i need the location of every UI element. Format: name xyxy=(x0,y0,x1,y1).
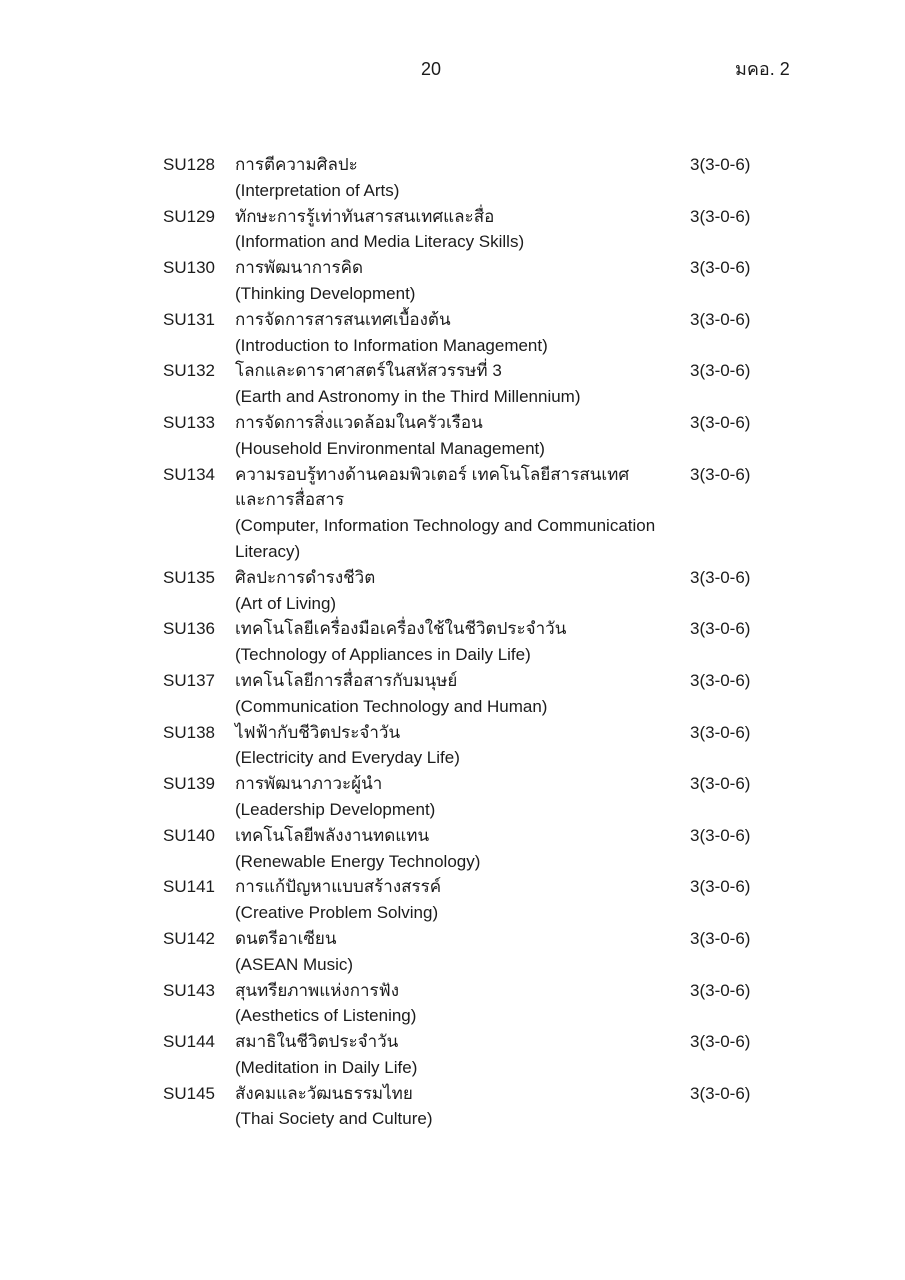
course-row xyxy=(163,874,788,926)
course-credits: 3(3-0-6) xyxy=(690,1083,751,1103)
course-code: SU141 xyxy=(163,877,215,897)
course-credits: 3(3-0-6) xyxy=(690,155,751,174)
course-english-line: (Computer, Information Technology and Communication xyxy=(235,516,656,536)
course-code: SU145 xyxy=(163,1083,215,1103)
course-title-line: สมาธิในชีวิตประจำวัน xyxy=(235,1032,399,1052)
course-title-block xyxy=(235,720,690,772)
course-code: SU131 xyxy=(163,309,215,329)
page-number: 20 xyxy=(420,59,442,79)
course-code: SU138 xyxy=(163,722,215,742)
course-title-line: การจัดการสิ่งแวดล้อมในครัวเรือน xyxy=(235,412,483,432)
course-credits: 3(3-0-6) xyxy=(690,1032,751,1052)
course-title-line: การแก้ปัญหาแบบสร้างสรรค์ xyxy=(235,877,442,897)
course-credits: 3(3-0-6) xyxy=(690,825,751,845)
course-english-line: (Interpretation of Arts) xyxy=(235,180,400,200)
course-title-line: เทคโนโลยีพลังงานทดแทน xyxy=(235,825,430,845)
course-english-line: (Renewable Energy Technology) xyxy=(235,851,481,871)
course-row xyxy=(163,152,788,204)
course-english-line: (Communication Technology and Human) xyxy=(235,696,548,716)
course-title-block xyxy=(235,1029,690,1081)
course-row xyxy=(163,616,788,668)
course-title-line: การพัฒนาภาวะผู้นำ xyxy=(235,774,383,794)
course-title-line: เทคโนโลยีการสื่อสารกับมนุษย์ xyxy=(235,670,458,690)
course-credits: 3(3-0-6) xyxy=(690,567,751,587)
course-code: SU139 xyxy=(163,774,215,794)
course-english-line: (Thai Society and Culture) xyxy=(235,1109,433,1129)
course-english-line: (Introduction to Information Management) xyxy=(235,335,548,355)
course-list xyxy=(163,152,788,1132)
course-row xyxy=(163,978,788,1030)
course-credits: 3(3-0-6) xyxy=(690,877,751,897)
course-code: SU132 xyxy=(163,361,215,381)
doc-type-label: มคอ. 2 xyxy=(735,59,790,79)
course-credits: 3(3-0-6) xyxy=(690,670,751,690)
course-title-line: สุนทรียภาพแห่งการฟัง xyxy=(235,980,400,1000)
course-row xyxy=(163,823,788,875)
course-title-block xyxy=(235,668,690,720)
course-english-line: (Earth and Astronomy in the Third Millennium) xyxy=(235,387,581,407)
course-row xyxy=(163,771,788,823)
course-code: SU134 xyxy=(163,464,215,484)
course-credits: 3(3-0-6) xyxy=(690,928,751,948)
course-row xyxy=(163,204,788,256)
course-title-block xyxy=(235,823,690,875)
course-credits: 3(3-0-6) xyxy=(690,464,751,484)
course-title-block xyxy=(235,307,690,359)
course-title-block xyxy=(235,565,690,617)
course-english-line: (Art of Living) xyxy=(235,593,337,613)
course-credits: 3(3-0-6) xyxy=(690,412,751,432)
course-credits: 3(3-0-6) xyxy=(690,980,751,1000)
course-title-block xyxy=(235,255,690,307)
course-title-line: การจัดการสารสนเทศเบื้องต้น xyxy=(235,309,451,329)
course-title-line: การตีความศิลปะ xyxy=(235,155,358,174)
course-title-block xyxy=(235,462,690,565)
course-english-line: (Leadership Development) xyxy=(235,799,436,819)
course-row xyxy=(163,255,788,307)
course-title-line: เทคโนโลยีเครื่องมือเครื่องใช้ในชีวิตประจำวัน xyxy=(235,619,567,639)
course-title-block xyxy=(235,358,690,410)
course-title-block xyxy=(235,1081,690,1133)
course-credits: 3(3-0-6) xyxy=(690,774,751,794)
course-english-line: (Aesthetics of Listening) xyxy=(235,1006,417,1026)
course-title-line: โลกและดาราศาสตร์ในสหัสวรรษที่ 3 xyxy=(235,361,502,381)
course-title-line: ทักษะการรู้เท่าทันสารสนเทศและสื่อ xyxy=(235,206,495,226)
course-row xyxy=(163,565,788,617)
course-title-line: การพัฒนาการคิด xyxy=(235,258,364,278)
course-english-line: (Creative Problem Solving) xyxy=(235,903,439,923)
course-english-line: (Information and Media Literacy Skills) xyxy=(235,232,525,252)
course-row xyxy=(163,668,788,720)
course-title-block xyxy=(235,616,690,668)
course-row xyxy=(163,358,788,410)
course-title-line: ไฟฟ้ากับชีวิตประจำวัน xyxy=(235,722,401,742)
course-credits: 3(3-0-6) xyxy=(690,258,751,278)
course-title-block xyxy=(235,410,690,462)
course-row xyxy=(163,410,788,462)
course-english-line: (Technology of Appliances in Daily Life) xyxy=(235,645,531,665)
course-credits: 3(3-0-6) xyxy=(690,361,751,381)
course-title-line: ดนตรีอาเซียน xyxy=(235,928,337,948)
course-english-line: (Thinking Development) xyxy=(235,283,416,303)
course-english-line: (ASEAN Music) xyxy=(235,954,354,974)
course-code: SU136 xyxy=(163,619,215,639)
course-english-line: Literacy) xyxy=(235,541,301,561)
course-code: SU135 xyxy=(163,567,215,587)
course-row xyxy=(163,926,788,978)
course-credits: 3(3-0-6) xyxy=(690,309,751,329)
course-row xyxy=(163,1029,788,1081)
course-code: SU128 xyxy=(163,155,215,174)
course-code: SU144 xyxy=(163,1032,215,1052)
course-row xyxy=(163,462,788,565)
course-title-block xyxy=(235,152,690,204)
course-code: SU137 xyxy=(163,670,215,690)
course-row xyxy=(163,1081,788,1133)
course-credits: 3(3-0-6) xyxy=(690,619,751,639)
course-title-block xyxy=(235,978,690,1030)
course-title-block xyxy=(235,874,690,926)
course-code: SU130 xyxy=(163,258,215,278)
course-code: SU143 xyxy=(163,980,215,1000)
course-english-line: (Household Environmental Management) xyxy=(235,438,545,458)
course-english-line: (Meditation in Daily Life) xyxy=(235,1057,418,1077)
course-title-line: ความรอบรู้ทางด้านคอมพิวเตอร์ เทคโนโลยีสารสนเทศ xyxy=(235,464,630,484)
course-credits: 3(3-0-6) xyxy=(690,206,751,226)
course-row xyxy=(163,307,788,359)
page-header xyxy=(0,56,905,82)
course-title-block xyxy=(235,926,690,978)
course-title-block xyxy=(235,771,690,823)
course-title-line: ศิลปะการดำรงชีวิต xyxy=(235,567,376,587)
course-title-line: สังคมและวัฒนธรรมไทย xyxy=(235,1083,413,1103)
course-code: SU140 xyxy=(163,825,215,845)
course-title-block xyxy=(235,204,690,256)
course-code: SU129 xyxy=(163,206,215,226)
course-code: SU142 xyxy=(163,928,215,948)
course-credits: 3(3-0-6) xyxy=(690,722,751,742)
course-title-line: และการสื่อสาร xyxy=(235,490,345,510)
course-code: SU133 xyxy=(163,412,215,432)
course-row xyxy=(163,720,788,772)
course-english-line: (Electricity and Everyday Life) xyxy=(235,748,460,768)
